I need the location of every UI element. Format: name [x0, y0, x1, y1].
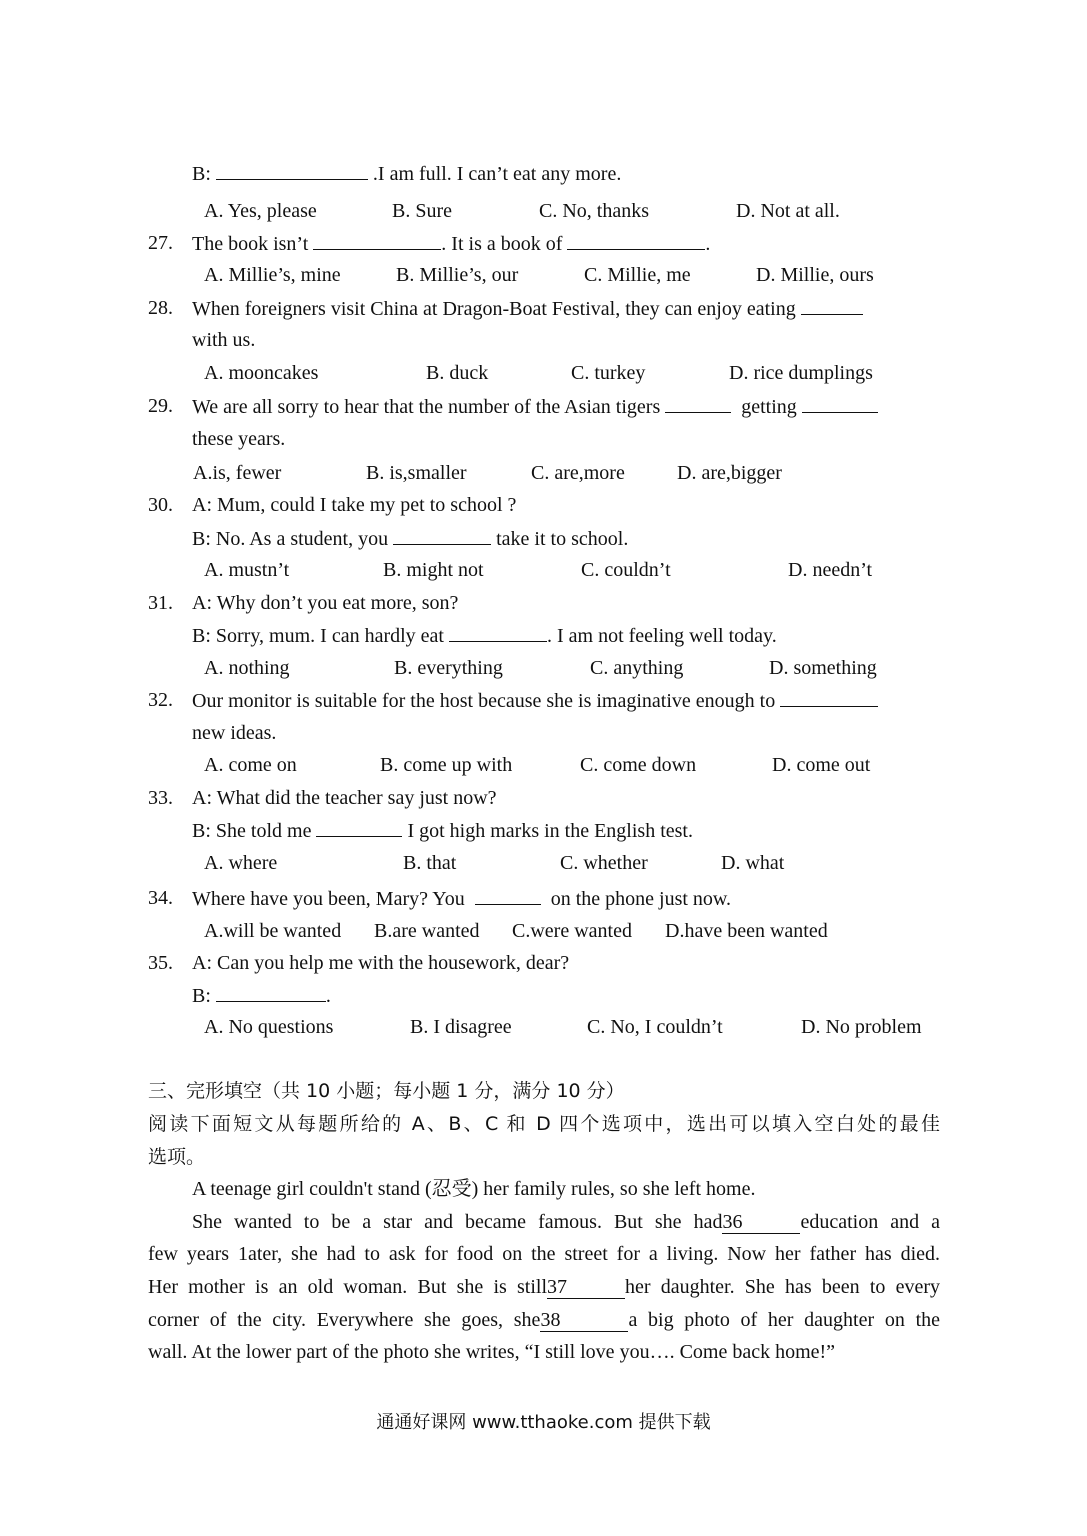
q33-option-c: C. whether [560, 852, 648, 874]
section-instructions: 阅读下面短文从每题所给的 A、B、C 和 D 四个选项中，选出可以填入空白处的最佳 [148, 1113, 940, 1135]
q26-option-d: D. Not at all. [736, 200, 840, 222]
q34-option-b: B.are wanted [374, 920, 480, 942]
q34-option-a: A.will be wanted [204, 920, 342, 942]
q35-option-d: D. No problem [801, 1016, 922, 1038]
q34-option-c: C.were wanted [512, 920, 632, 942]
q32-number: 32. [148, 689, 173, 711]
q30-blank [393, 526, 491, 545]
q28-blank [801, 296, 863, 315]
q26-option-c: C. No, thanks [539, 200, 649, 222]
q35-b-line: B: . [192, 985, 331, 1007]
passage-line-1: A teenage girl couldn't stand (忍受) her family rules, so she left home. [192, 1178, 756, 1200]
q30-option-d: D. needn’t [788, 559, 873, 581]
page-footer: 通通好课网 www.tthaoke.com 提供下载 [376, 1412, 711, 1433]
q26-b-line: B: .I am full. I can’t eat any more. [192, 163, 622, 185]
q27-option-d: D. Millie, ours [756, 264, 874, 286]
q29-option-d: D. are,bigger [677, 462, 782, 484]
q28-option-c: C. turkey [571, 362, 646, 384]
q33-option-b: B. that [403, 852, 457, 874]
q31-number: 31. [148, 592, 173, 614]
q32-stem-cont: new ideas. [192, 722, 277, 744]
q30-option-a: A. mustn’t [204, 559, 290, 581]
q33-blank [316, 818, 402, 837]
q35-option-b: B. I disagree [410, 1016, 512, 1038]
q33-b-line: B: She told me I got high marks in the English test. [192, 820, 693, 842]
q31-option-a: A. nothing [204, 657, 290, 679]
q26-option-a: A. Yes, please [204, 200, 317, 222]
q28-stem: When foreigners visit China at Dragon-Boat Festival, they can enjoy eating [192, 296, 863, 321]
q28-option-a: A. mooncakes [204, 362, 319, 384]
q29-stem-cont: these years. [192, 428, 286, 450]
q27-blank-1 [313, 231, 441, 250]
q31-option-d: D. something [769, 657, 877, 679]
q27-option-c: C. Millie, me [584, 264, 691, 286]
q32-option-c: C. come down [580, 754, 697, 776]
q29-number: 29. [148, 395, 173, 417]
q31-option-b: B. everything [394, 657, 503, 679]
q30-number: 30. [148, 494, 173, 516]
q35-option-a: A. No questions [204, 1016, 334, 1038]
blank-37: 37 [547, 1276, 625, 1299]
q26-option-b: B. Sure [392, 200, 452, 222]
q29-option-b: B. is,smaller [366, 462, 467, 484]
q35-blank [216, 983, 326, 1002]
q30-option-c: C. couldn’t [581, 559, 671, 581]
q34-blank [475, 886, 541, 905]
passage-line-6: wall. At the lower part of the photo she writes, “I still love you…. Come back home!” [148, 1341, 836, 1363]
q27-option-b: B. Millie’s, our [396, 264, 519, 286]
section-instructions-cont: 选项。 [148, 1146, 206, 1168]
q35-number: 35. [148, 952, 173, 974]
passage-line-4: Her mother is an old woman. But she is still37 her daughter. She has been to every [148, 1276, 940, 1298]
q33-option-a: A. where [204, 852, 278, 874]
q32-option-a: A. come on [204, 754, 297, 776]
q32-option-d: D. come out [772, 754, 871, 776]
q28-option-b: B. duck [426, 362, 489, 384]
q30-a-line: A: Mum, could I take my pet to school ? [192, 494, 517, 516]
q29-blank-1 [665, 394, 731, 413]
q34-number: 34. [148, 887, 173, 909]
blank-36: 36 [722, 1211, 800, 1234]
q29-option-a: A.is, fewer [193, 462, 282, 484]
passage-line-3: few years 1ater, she had to ask for food on the street for a living. Now her father has died. [148, 1243, 940, 1265]
q29-blank-2 [802, 394, 878, 413]
section-heading: 三、完形填空（共 10 小题；每小题 1 分，满分 10 分） [148, 1080, 625, 1102]
q35-option-c: C. No, I couldn’t [587, 1016, 723, 1038]
q27-number: 27. [148, 232, 173, 254]
q30-b-line: B: No. As a student, you take it to school. [192, 528, 629, 550]
q32-option-b: B. come up with [380, 754, 513, 776]
passage-line-5: corner of the city. Everywhere she goes, she38 a big photo of her daughter on the [148, 1309, 941, 1331]
q28-option-d: D. rice dumplings [729, 362, 873, 384]
q34-stem: Where have you been, Mary? You on the phone just now. [192, 888, 732, 910]
q27-blank-2 [567, 231, 705, 250]
q30-option-b: B. might not [383, 559, 484, 581]
q28-stem-cont: with us. [192, 329, 256, 351]
q27-stem: The book isn’t . It is a book of . [192, 233, 711, 255]
q33-a-line: A: What did the teacher say just now? [192, 787, 497, 809]
q32-stem: Our monitor is suitable for the host because she is imaginative enough to [192, 688, 878, 713]
q29-option-c: C. are,more [531, 462, 625, 484]
q33-option-d: D. what [721, 852, 785, 874]
q28-number: 28. [148, 297, 173, 319]
blank-38: 38 [540, 1309, 628, 1332]
q33-number: 33. [148, 787, 173, 809]
q27-option-a: A. Millie’s, mine [204, 264, 341, 286]
q29-stem: We are all sorry to hear that the number of the Asian tigers getting [192, 394, 878, 419]
passage-line-2: She wanted to be a star and became famous. But she had36 education and a [192, 1211, 940, 1233]
q31-option-c: C. anything [590, 657, 684, 679]
q31-blank [449, 623, 547, 642]
q35-a-line: A: Can you help me with the housework, dear? [192, 952, 570, 974]
q26-blank [216, 161, 368, 180]
q31-b-line: B: Sorry, mum. I can hardly eat . I am not feeling well today. [192, 625, 777, 647]
q34-option-d: D.have been wanted [665, 920, 828, 942]
q31-a-line: A: Why don’t you eat more, son? [192, 592, 459, 614]
q32-blank [780, 688, 878, 707]
